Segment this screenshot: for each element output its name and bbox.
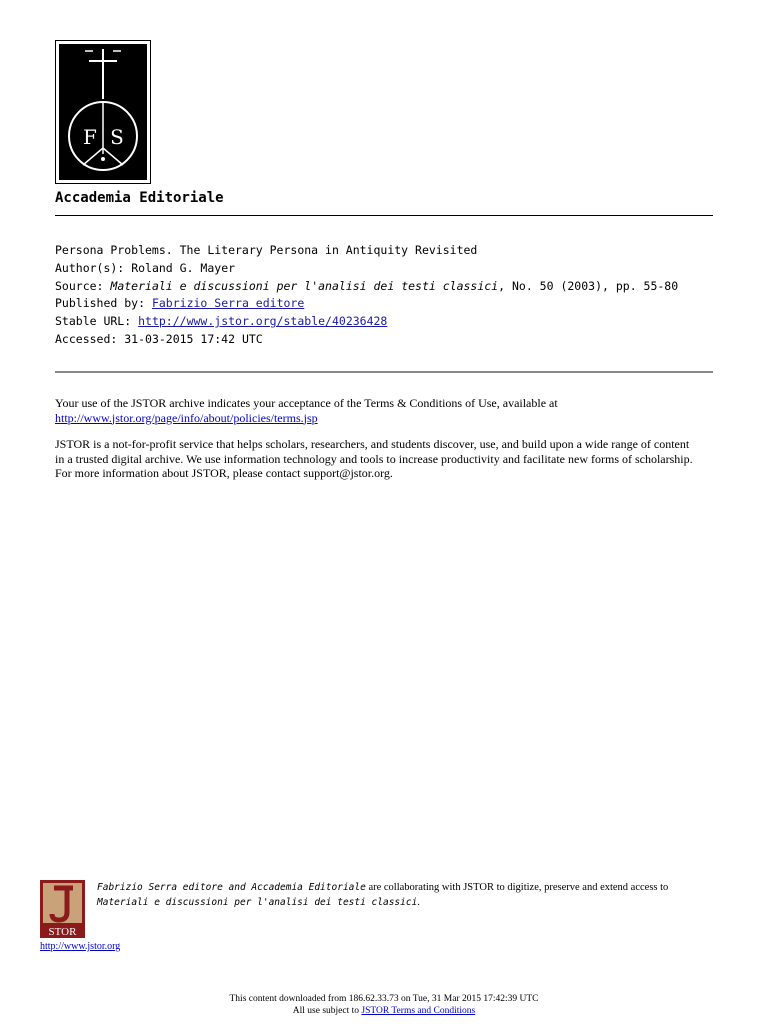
top-divider	[55, 215, 713, 216]
authors-line	[55, 260, 715, 278]
about-line-1: JSTOR is a not-for-profit service that helps scholars, researchers, and students discover, use, and build upon a wide range of content	[55, 437, 690, 451]
stable-url-line	[55, 313, 715, 331]
terms-text: Your use of the JSTOR archive indicates your acceptance of the Terms & Conditions of Use, available at	[55, 396, 558, 410]
publisher-name: Accademia Editoriale	[55, 190, 224, 206]
logo-letter-s: S	[110, 125, 124, 149]
published-line	[55, 295, 715, 313]
article-metadata	[55, 242, 715, 349]
jstor-j-icon	[40, 880, 85, 938]
footer-terms-link[interactable]: JSTOR Terms and Conditions	[361, 1005, 476, 1016]
about-line-2: in a trusted digital archive. We use information technology and tools to increase productivity and facilitate new forms of scholarship.	[55, 451, 693, 466]
about-line-3: For more information about JSTOR, please contact support@jstor.org.	[55, 466, 393, 480]
footer-terms-line	[0, 1006, 768, 1018]
accessed-label: Accessed:	[55, 331, 118, 346]
terms-paragraph	[55, 396, 725, 425]
published-label: Published by:	[55, 296, 146, 311]
stable-url-link[interactable]: http://www.jstor.org/stable/40236428	[138, 314, 388, 329]
source-label: Source:	[55, 278, 104, 293]
source-details: , No. 50 (2003), pp. 55-80	[498, 278, 679, 293]
jstor-home-link[interactable]: http://www.jstor.org	[40, 941, 121, 952]
jstor-logo-text: STOR	[48, 926, 77, 938]
stable-url-label: Stable URL:	[55, 314, 132, 329]
download-footer	[0, 994, 768, 1017]
footer-download-line: This content downloaded from 186.62.33.73 on Tue, 31 Mar 2015 17:42:39 UTC	[229, 994, 539, 1004]
terms-notice	[55, 396, 725, 493]
publisher-logo	[55, 40, 151, 184]
jstor-about-paragraph	[55, 437, 725, 481]
middle-divider	[55, 371, 713, 373]
collab-partners: Fabrizio Serra editore and Accademia Editoriale	[97, 882, 366, 893]
article-title: Persona Problems. The Literary Persona in Antiquity Revisited	[55, 243, 478, 257]
logo-letter-f: F	[83, 125, 97, 149]
source-line	[55, 278, 715, 296]
authors-value: Roland G. Mayer	[131, 260, 236, 275]
collab-end: .	[417, 896, 420, 908]
terms-link[interactable]: http://www.jstor.org/page/info/about/policies/terms.jsp	[55, 410, 318, 425]
authors-label: Author(s):	[55, 260, 125, 275]
jstor-logo[interactable]	[40, 880, 85, 938]
jstor-url-container	[40, 941, 120, 952]
collab-journal: Materiali e discussioni per l'analisi dei testi classici	[97, 896, 418, 908]
publisher-link[interactable]: Fabrizio Serra editore	[151, 296, 305, 311]
footer-terms-prefix: All use subject to	[292, 1005, 362, 1016]
source-journal: Materiali e discussioni per l'analisi dei testi classici	[110, 278, 499, 293]
collaboration-notice	[97, 881, 737, 910]
fs-emblem-icon	[59, 44, 147, 180]
accessed-value: 31-03-2015 17:42 UTC	[124, 331, 263, 346]
accessed-line	[55, 331, 715, 349]
collab-text: are collaborating with JSTOR to digitize, preserve and extend access to	[365, 882, 669, 893]
